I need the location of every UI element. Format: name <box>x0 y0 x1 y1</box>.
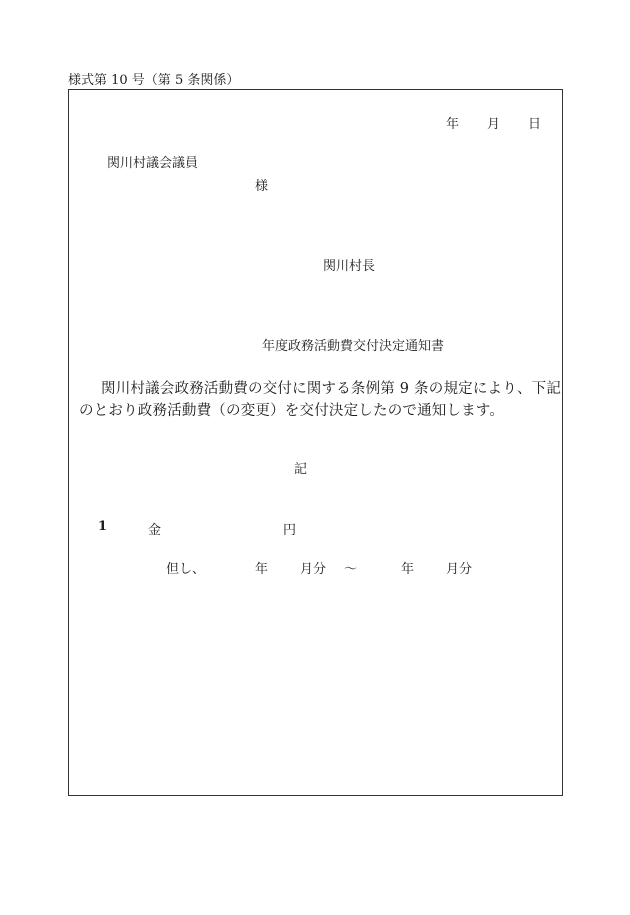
date-year: 年 <box>446 117 460 132</box>
item-label-kin: 金 <box>148 523 162 538</box>
ki-heading: 記 <box>294 462 308 477</box>
recipient-title: 関川村議会議員 <box>107 156 199 171</box>
period-start-year: 年 <box>255 562 269 577</box>
body-line-1: 関川村議会政務活動費の交付に関する条例第 9 条の規定により、下記 <box>101 381 562 397</box>
form-number-label: 様式第 10 号（第 5 条関係） <box>68 73 240 88</box>
document-title: 年度政務活動費交付決定通知書 <box>262 339 445 354</box>
recipient-honorific: 様 <box>255 179 269 194</box>
period-end-month: 月分 <box>446 562 473 577</box>
item-number: 1 <box>98 519 108 534</box>
period-start-month: 月分 <box>300 562 327 577</box>
period-prefix: 但し、 <box>166 562 206 577</box>
period-end-year: 年 <box>401 562 415 577</box>
item-unit-yen: 円 <box>283 523 297 538</box>
sender-name: 関川村長 <box>323 259 376 274</box>
document-frame <box>68 89 563 796</box>
body-line-2: のとおり政務活動費（の変更）を交付決定したので通知します。 <box>79 403 505 419</box>
date-month: 月 <box>487 117 501 132</box>
date-day: 日 <box>528 117 542 132</box>
period-separator: ～ <box>344 562 358 577</box>
